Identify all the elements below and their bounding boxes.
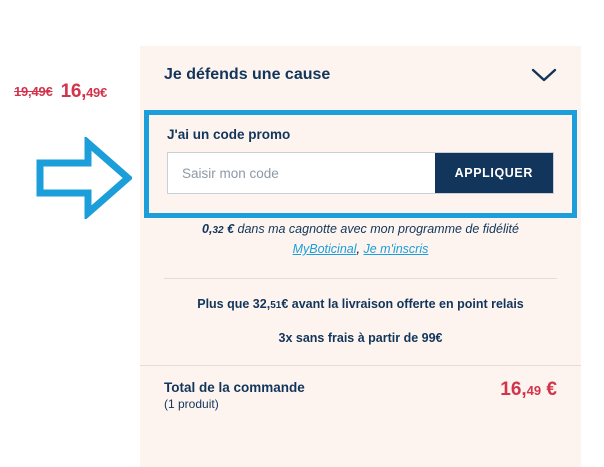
chevron-down-icon[interactable] xyxy=(531,67,557,83)
threshold-suffix: € avant la livraison offerte en point relais xyxy=(281,297,524,311)
apply-promo-button[interactable]: APPLIQUER xyxy=(435,153,553,193)
promo-code-highlight xyxy=(144,110,577,218)
old-price: 19,49€ xyxy=(14,84,53,99)
myboticinal-link[interactable]: MyBoticinal xyxy=(292,242,357,256)
threshold-prefix: Plus que 32, xyxy=(197,297,271,311)
loyalty-amount-cents: 32 xyxy=(212,225,224,236)
links-separator: , xyxy=(356,242,364,256)
order-total-labels xyxy=(164,380,305,411)
current-price-cents: 49€ xyxy=(86,85,107,100)
promo-code-section xyxy=(149,115,572,213)
loyalty-amount-int: 0, xyxy=(202,222,213,236)
right-arrow-icon xyxy=(36,137,132,219)
order-total xyxy=(140,365,581,411)
page-title: Je défends une cause xyxy=(164,66,331,83)
signup-link[interactable]: Je m'inscris xyxy=(363,242,429,256)
free-shipping-threshold xyxy=(164,297,557,311)
order-total-amount xyxy=(500,380,557,399)
threshold-cents: 51 xyxy=(270,300,282,311)
order-total-currency: € xyxy=(541,379,557,400)
loyalty-text xyxy=(164,222,557,236)
loyalty-amount xyxy=(202,222,234,236)
current-price xyxy=(61,82,107,101)
current-price-int: 16, xyxy=(60,81,87,102)
promo-code-field xyxy=(167,152,554,194)
installment-notice: 3x sans frais à partir de 99€ xyxy=(278,331,443,345)
order-total-title: Total de la commande xyxy=(164,380,305,395)
order-total-cents: 49 xyxy=(526,383,542,398)
panel-header[interactable] xyxy=(140,46,581,100)
order-total-items: (1 produit) xyxy=(164,397,219,411)
loyalty-amount-currency: € xyxy=(223,222,235,236)
loyalty-links xyxy=(164,242,557,256)
product-price xyxy=(14,82,107,101)
promo-code-label: J'ai un code promo xyxy=(167,127,291,142)
loyalty-description: dans ma cagnotte avec mon programme de fidélité xyxy=(234,222,519,236)
promo-code-input[interactable] xyxy=(168,153,435,193)
shipping-block xyxy=(140,279,581,345)
order-total-int: 16, xyxy=(500,379,527,400)
